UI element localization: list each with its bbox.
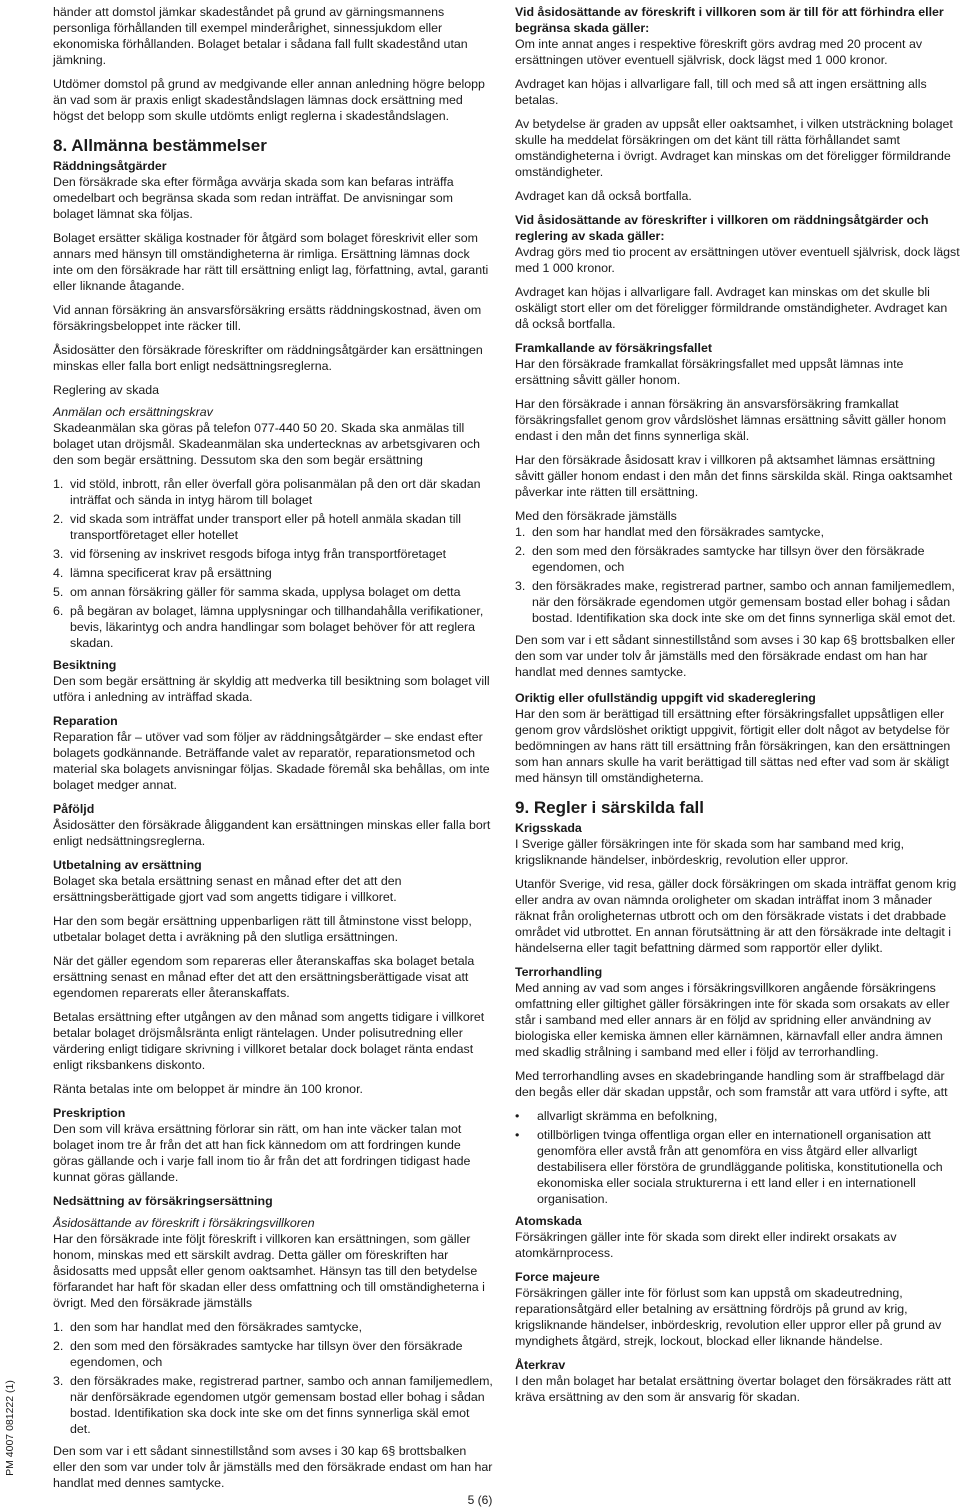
list-item: 3. den försäkrades make, registrerad partner, sambo och annan familjemedlem, när denförsäkrade egendomen utgör gemensam bostad eller bohag i sådan bostad. Identifikation ska dock inte ske om det finns synnerliga skäl emot det. [53, 1374, 493, 1436]
paragraph: Har den försäkrade framkallat försäkringsfallet med uppsåt lämnas inte ersättning såvitt gäller honom. [515, 357, 904, 387]
heading-reparation: Reparation [53, 714, 118, 728]
heading-nedsattning: Nedsättning av försäkringsersättning [53, 1194, 273, 1208]
list-item: 1. den som har handlat med den försäkrades samtycke, [53, 1320, 363, 1334]
page-number: 5 (6) [467, 1493, 493, 1507]
paragraph: Utanför Sverige, vid resa, gäller dock försäkringen om skada inträffat genom krig eller andra av ovan nämnda oroligheter om skadan inträffat inom 3 månader räknat från oroligheternas utbrott och om den försäkrade vistats i det drabbade området vid utbrottet. En annan förutsättning är att den försäkrade inte deltagit i händelserna eller tagit befattning därmed som rapportör eller dylikt. [515, 877, 957, 955]
heading-raddningsatgarder: Räddningsåtgärder [53, 159, 167, 173]
paragraph: Reparation får – utöver vad som följer av räddningsåtgärder – ske endast efter bolagets godkännande. Beträffande valet av reparatör, reparationsmetod och material ska bolagets anvisningar följas. Skadade föremål ska behållas, om inte bolaget medger annat. [53, 730, 490, 792]
paragraph: Av betydelse är graden av uppsåt eller oaktsamhet, i vilken utsträckning bolaget skulle ha meddelat försäkringen om det känt till rätta förhållandet samt omständigheterna i övrigt. Avdraget kan minskas om det föreligger förmildrande omständigheter. [515, 117, 953, 179]
paragraph: Den som vill kräva ersättning förlorar sin rätt, om han inte väcker talan mot bolaget inom tre år från det att han fick kännedom om att fordringen kunde göras gällande och i varje fall inom tio år från det att fordringen tidigast hade kunnat göras gällande. [53, 1122, 471, 1184]
heading-reglering: Reglering av skada [53, 383, 160, 397]
paragraph: Avdraget kan då också bortfalla. [515, 189, 692, 203]
subheading-asidosattande: Åsidosättande av föreskrift i försäkringsvillkoren [53, 1216, 315, 1230]
equated-persons-list [53, 1319, 493, 1437]
subheading-anmalan: Anmälan och ersättningskrav [53, 405, 213, 419]
paragraph: Betalas ersättning efter utgången av den månad som angetts tidigare i villkoret betalar bolaget dröjsmålsränta enligt räntelagen. Under polisutredning eller värdering enligt tidigare skrivning i villkoret betalar dock bolaget ränta endast enligt riksbankens diskonto. [53, 1010, 485, 1072]
paragraph: Den försäkrade ska efter förmåga avvärja skada som kan befaras inträffa omedelbart och begränsa skada som redan inträffat. De anvisningar som bolaget lämnat ska följas. [53, 175, 454, 221]
list-item: • allvarligt skrämma en befolkning, [515, 1109, 718, 1123]
paragraph: Den som var i ett sådant sinnestillstånd som avses i 30 kap 6§ brottsbalken eller den som var under tolv år jämställs med den försäkrade endast om han har handlat med dennes samtycke. [515, 633, 956, 679]
list-item: 2. den som med den försäkrades samtycke har tillsyn över den försäkrade egendomen, och [53, 1339, 463, 1369]
heading-preskription: Preskription [53, 1106, 126, 1120]
document-code: PM 4007 081222 (1) [4, 1380, 16, 1476]
list-item: 4. lämna specificerat krav på ersättning [53, 566, 272, 580]
paragraph: Bolaget ska betala ersättning senast en månad efter det att den ersättningsberättigade gjort vad som angetts tidigare i villkoret. [53, 874, 402, 904]
list-item: • otillbörligen tvinga offentliga organ eller en internationell organisation att genomföra eller avstå från att genomföra en viss åtgärd eller allvarligt destabilisera eller förstöra de grundläggande politiska, konstitutionella och ekonomiska eller sociala strukturerna i ett land eller i en internationell organisation. [515, 1128, 943, 1206]
paragraph: Har den försäkrade i annan försäkring än ansvarsförsäkring framkallat försäkringsfallet genom grov vårdslöshet lämnas ersättning såvitt gäller honom endast i den mån det finns synnerliga skäl. [515, 397, 947, 443]
paragraph: I den mån bolaget har betalat ersättning övertar bolaget den försäkrades rätt att kräva ersättning av den som är ansvarig för skadan. [515, 1374, 952, 1404]
paragraph: Den som var i ett sådant sinnestillstånd som avses i 30 kap 6§ brottsbalken eller den som var under tolv år jämställs med den försäkrade endast om han har handlat med dennes samtycke. [53, 1444, 493, 1490]
equated-persons-list [515, 524, 960, 626]
heading-force-majeure: Force majeure [515, 1270, 600, 1284]
paragraph: Försäkringen gäller inte för förlust som kan uppstå om skadeutredning, reparationsåtgärd eller betalning av ersättning fördröjs på grund av krig, krigsliknande händelser, inbördeskrig, revolution eller uppror eller på grund av myndighets åtgärd, strejk, lockout, blockad eller liknande händelse. [515, 1286, 942, 1348]
paragraph: Avdrag görs med tio procent av ersättningen utöver eventuell självrisk, dock lägst med 1 000 kronor. [515, 245, 960, 275]
intro-paragraph: Utdömer domstol på grund av medgivande eller annan anledning högre belopp än vad som är praxis enligt skadeståndslagen lämnas dock ersättning med högst det belopp som skulle utdömts enligt reglerna i skadeståndslagen. [53, 77, 485, 123]
heading-forhindra: Vid åsidosättande av föreskrift i villkoren som är till för att förhindra eller begränsa skada gäller: [515, 5, 944, 35]
paragraph: Bolaget ersätter skäliga kostnader för åtgärd som bolaget föreskrivit eller som annars med hänsyn till omständigheterna är rimliga. Ersättning lämnas dock inte om den försäkrade har rätt till ersättning enligt lag, författning, avtal, garanti eller liknande åtagande. [53, 231, 489, 293]
paragraph: När det gäller egendom som repareras eller återanskaffas ska bolaget betala ersättning senast en månad efter det att den ersättningsberättigade visat att egendomen reparerats eller återanskaffats. [53, 954, 475, 1000]
heading-besiktning: Besiktning [53, 658, 117, 672]
list-item: 3. den försäkrades make, registrerad partner, sambo och annan familjemedlem, när den försäkrade egendomen utgör gemensam bostad eller bohag i sådan bostad. Identifikation ska dock inte ske om det finns synnerliga skäl emot det. [515, 579, 956, 625]
heading-framkallande: Framkallande av försäkringsfallet [515, 341, 712, 355]
list-item: 2. den som med den försäkrades samtycke har tillsyn över den försäkrade egendomen, och [515, 544, 925, 574]
list-item: 2. vid skada som inträffat under transport eller på hotell anmäla skadan till transportföretaget eller hotellet [53, 512, 461, 542]
paragraph: Avdraget kan höjas i allvarligare fall, till och med så att ingen ersättning alls betalas. [515, 77, 927, 107]
left-column [53, 4, 493, 1499]
paragraph: Har den försäkrade inte följt föreskrift i villkoren kan ersättningen, som gäller honom, minskas med ett särskilt avdrag. Detta gäller om föreskriften har åsidosatts med uppsåt eller genom oaktsamhet. Hänsyn tas till den betydelse förfarandet har haft för skadan eller dess omfattning och till omständigheterna i övrigt. Med den försäkrade jämställs [53, 1232, 485, 1310]
heading-utbetalning: Utbetalning av ersättning [53, 858, 202, 872]
heading-raddning-reglering: Vid åsidosättande av föreskrifter i villkoren om räddningsåtgärder och reglering av skada gäller: [515, 213, 929, 243]
heading-atomskada: Atomskada [515, 1214, 582, 1228]
right-column [515, 4, 960, 1413]
heading-aterkrav: Återkrav [515, 1358, 566, 1372]
terror-purpose-list [515, 1108, 960, 1207]
paragraph: Har den som är berättigad till ersättning efter försäkringsfallet uppsåtligen eller genom grov vårdslöshet oriktigt uppgivit, förtigit eller dolt något av betydelse för bedömningen av hans rätt till ersättning från försäkringen, kan den ersättningen som han annars skulle ha varit berättigad till sättas ned efter vad som är skäligt med hänsyn till omständigheterna. [515, 707, 951, 785]
paragraph: Med anning av vad som anges i försäkringsvillkoren angående försäkringens omfattning eller giltighet gäller försäkringen inte för skada som orsakats av eller står i samband med eller annars är en följd av spridning eller användning av biologiska eller kemiska ämnen eller kärnämnen, kärnavfall eller andra ämnen med skadlig strålning i samband med eller i följd av terrorhandling. [515, 981, 950, 1059]
list-item: 1. den som har handlat med den försäkrades samtycke, [515, 525, 825, 539]
list-item: 1. vid stöld, inbrott, rån eller överfall göra polisanmälan på den ort där skadan inträffat och sända in intyg härom till bolaget [53, 477, 481, 507]
paragraph: Skadeanmälan ska göras på telefon 077-440 50 20. Skada ska anmälas till bolaget utan dröjsmål. Skadeanmälan ska undertecknas av arbetsgivaren och den som begär ersättning. Dessutom ska den som begär ersättning [53, 421, 481, 467]
heading-oriktig: Oriktig eller ofullständig uppgift vid skadereglering [515, 691, 816, 705]
paragraph: Försäkringen gäller inte för skada som direkt eller indirekt orsakats av atomkärnprocess. [515, 1230, 897, 1260]
paragraph: Med den försäkrade jämställs [515, 509, 677, 523]
claim-requirements-list [53, 476, 493, 651]
heading-pafoljd: Påföljd [53, 802, 95, 816]
list-item: 3. vid försening av inskrivet resgods bifoga intyg från transportföretaget [53, 547, 447, 561]
paragraph: Har den försäkrade åsidosatt krav i villkoren på aktsamhet lämnas ersättning såvitt gäller honom endast i den mån det finns särskilda skäl. Ringa oaktsamhet påverkar inte rätten till ersättning. [515, 453, 953, 499]
paragraph: Ränta betalas inte om beloppet är mindre än 100 kronor. [53, 1082, 363, 1096]
paragraph: I Sverige gäller försäkringen inte för skada som har samband med krig, krigsliknande händelser, inbördeskrig, revolution eller uppror. [515, 837, 905, 867]
paragraph: Avdraget kan höjas i allvarligare fall. Avdraget kan minskas om det skulle bli oskäligt stort eller om det föreligger förmildrande omständigheter. Avdraget kan då också bortfalla. [515, 285, 948, 331]
paragraph: Vid annan försäkring än ansvarsförsäkring ersätts räddningskostnad, även om försäkringsbeloppet inte räcker till. [53, 303, 482, 333]
intro-paragraph: händer att domstol jämkar skadeståndet på grund av gärningsmannens personliga förhållanden till exempel minderårighet, sinnessjukdom eller ekonomiska förhållanden. Bolaget betalar i sådana fall fullt skadestånd utan jämkning. [53, 5, 468, 67]
list-item: 6. på begäran av bolaget, lämna upplysningar och tillhandahålla verifikationer, bevis, läkarintyg och andra handlingar som bolaget behöver för att reglera skadan. [53, 604, 484, 650]
paragraph: Med terrorhandling avses en skadebringande handling som är straffbelagd där den begås eller där skadan uppstår, och som framstår att vara utförd i syfte, att [515, 1069, 948, 1099]
section-9-title: 9. Regler i särskilda fall [515, 798, 704, 817]
heading-terrorhandling: Terrorhandling [515, 965, 603, 979]
paragraph: Den som begär ersättning är skyldig att medverka till besiktning som bolaget vill utföra i anledning av inträffad skada. [53, 674, 490, 704]
section-8-title: 8. Allmänna bestämmelser [53, 136, 267, 155]
paragraph: Har den som begär ersättning uppenbarligen rätt till åtminstone visst belopp, utbetalar bolaget detta i avräkning på den slutliga ersättningen. [53, 914, 472, 944]
paragraph: Åsidosätter den försäkrade åliggandent kan ersättningen minskas eller falla bort enligt nedsättningsreglerna. [53, 818, 491, 848]
paragraph: Om inte annat anges i respektive föreskrift görs avdrag med 20 procent av ersättningen utöver eventuell självrisk, dock lägst med 1 000 kronor. [515, 37, 923, 67]
paragraph: Åsidosätter den försäkrade föreskrifter om räddningsåtgärder kan ersättningen minskas eller falla bort enligt nedsättningsreglerna. [53, 343, 483, 373]
heading-krigsskada: Krigsskada [515, 821, 582, 835]
list-item: 5. om annan försäkring gäller för samma skada, upplysa bolaget om detta [53, 585, 461, 599]
